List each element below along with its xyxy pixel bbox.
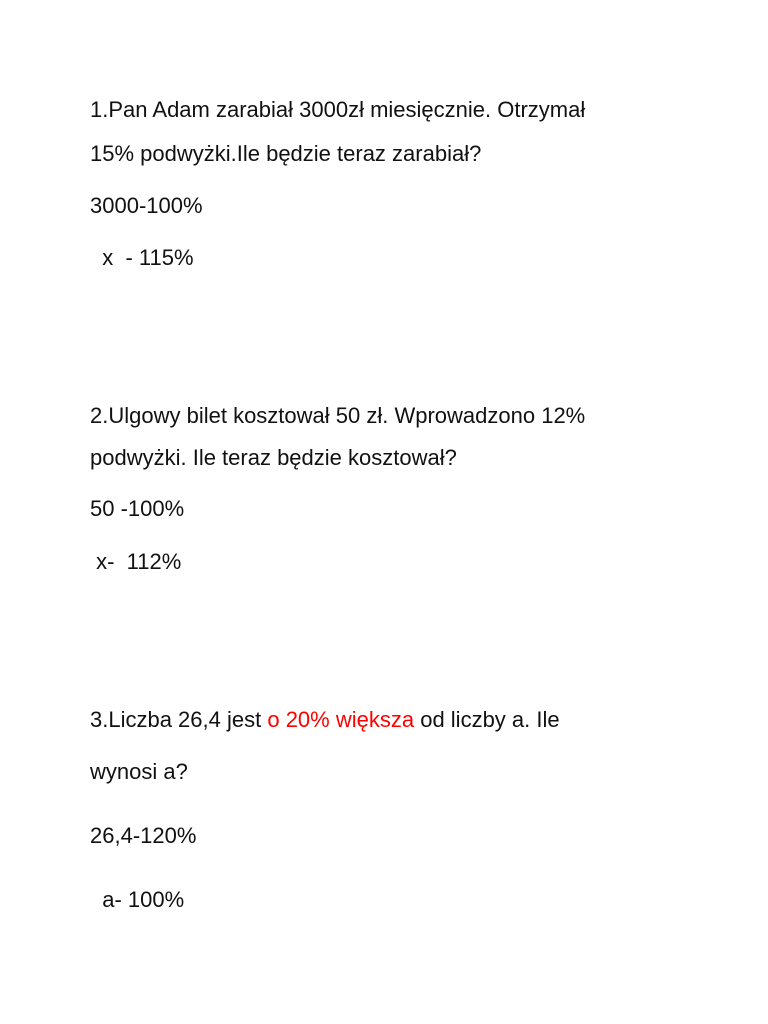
problem-2-question-line-2: podwyżki. Ile teraz będzie kosztował? [90, 445, 457, 470]
problem-3-question-after: od liczby a. Ile [414, 707, 560, 732]
problem-3-question-line-2: wynosi a? [90, 759, 188, 784]
problem-3-proportion-line-2: a- 100% [90, 887, 185, 912]
problem-3-question-line-1 [90, 706, 560, 734]
problem-1-proportion-line-2: x - 115% [90, 245, 194, 270]
problem-1-question-line-2: 15% podwyżki.Ile będzie teraz zarabiał? [90, 141, 482, 166]
problem-3-question-before: 3.Liczba 26,4 jest [90, 707, 268, 732]
problem-3-proportion-line-1: 26,4-120% [90, 823, 197, 848]
problem-1-proportion-line-1: 3000-100% [90, 193, 203, 218]
problem-3-question-highlight: o 20% większa [267, 707, 415, 732]
problem-2-question-line-1: 2.Ulgowy bilet kosztował 50 zł. Wprowadzono 12% [90, 403, 586, 428]
problem-2-proportion-line-2: x- 112% [90, 549, 182, 574]
problem-2-proportion-line-1: 50 -100% [90, 496, 185, 521]
problem-1-question-line-1: 1.Pan Adam zarabiał 3000zł miesięcznie. Otrzymał [90, 97, 586, 122]
